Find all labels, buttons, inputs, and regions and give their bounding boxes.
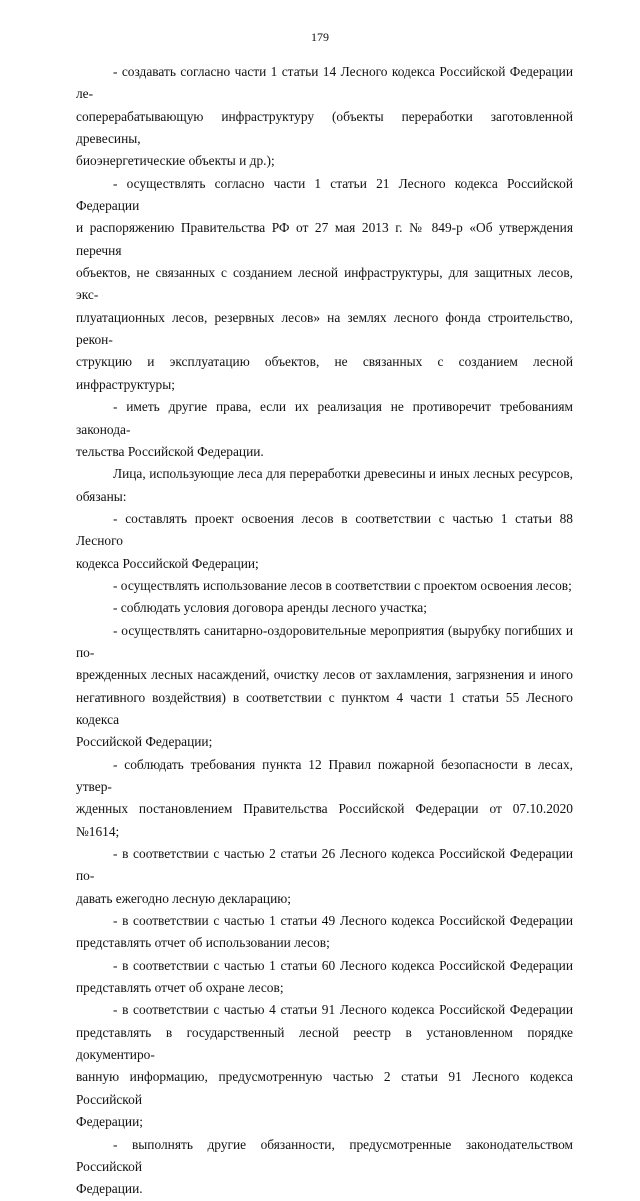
text-line: жденных постановлением Правительства Российской Федерации от 07.10.2020 №1614;: [76, 801, 573, 839]
paragraph: [76, 843, 573, 910]
text-line: давать ежегодно лесную декларацию;: [76, 890, 291, 906]
text-line: тельства Российской Федерации.: [76, 443, 264, 459]
text-line: представлять отчет об использовании лесов;: [76, 935, 330, 951]
text-line: - иметь другие права, если их реализация не противоречит требованиям законода-: [76, 399, 573, 437]
text-line: представлять отчет об охране лесов;: [76, 980, 284, 996]
text-line: ванную информацию, предусмотренную частью 2 статьи 91 Лесного кодекса Российской: [76, 1069, 573, 1107]
paragraph: [76, 754, 573, 843]
text-line: плуатационных лесов, резервных лесов» на землях лесного фонда строительство, рекон-: [76, 309, 573, 348]
text-line: и распоряжению Правительства РФ от 27 мая 2013 г. № 849-р «Об утверждения перечня: [76, 220, 573, 258]
text-line: объектов, не связанных с созданием лесной инфраструктуры, для защитных лесов, экс-: [76, 265, 573, 303]
text-line: - соблюдать требования пункта 12 Правил пожарной безопасности в лесах, утвер-: [76, 756, 573, 794]
paragraph: [76, 575, 573, 597]
text-line: Федерации.: [76, 1181, 143, 1197]
text-line: - соблюдать условия договора аренды лесного участка;: [113, 600, 427, 616]
text-line: обязаны:: [76, 488, 127, 504]
paragraph: [76, 508, 573, 575]
text-line: - осуществлять согласно части 1 статьи 21 Лесного кодекса Российской Федерации: [76, 175, 573, 214]
paragraph: [76, 620, 573, 754]
text-line: - создавать согласно части 1 статьи 14 Лесного кодекса Российской Федерации ле-: [76, 64, 573, 102]
text-line: Федерации;: [76, 1114, 143, 1130]
paragraph: [76, 597, 573, 619]
document-body: [76, 61, 573, 1201]
text-line: - в соответствии с частью 1 статьи 49 Лесного кодекса Российской Федерации: [113, 913, 573, 929]
text-line: - в соответствии с частью 1 статьи 60 Лесного кодекса Российской Федерации: [113, 957, 573, 973]
paragraph: [76, 1134, 573, 1201]
paragraph: [76, 910, 573, 955]
paragraph: [76, 61, 573, 173]
text-line: кодекса Российской Федерации;: [76, 555, 259, 571]
text-line: представлять в государственный лесной реестр в установленном порядке документиро-: [76, 1024, 573, 1063]
paragraph: [76, 955, 573, 1000]
text-line: - осуществлять использование лесов в соответствии с проектом освоения лесов;: [113, 577, 572, 593]
text-line: Лица, использующие леса для переработки древесины и иных лесных ресурсов,: [113, 466, 573, 482]
text-line: врежденных лесных насаждений, очистку лесов от захламления, загрязнения и иного: [76, 667, 573, 683]
paragraph: [76, 999, 573, 1133]
paragraph: [76, 463, 573, 508]
text-line: Российской Федерации;: [76, 734, 213, 750]
text-line: - составлять проект освоения лесов в соответствии с частью 1 статьи 88 Лесного: [76, 510, 573, 549]
text-line: - в соответствии с частью 2 статьи 26 Лесного кодекса Российской Федерации по-: [76, 846, 573, 884]
paragraph: [76, 396, 573, 463]
text-line: соперерабатывающую инфраструктуру (объекты переработки заготовленной древесины,: [76, 108, 573, 147]
text-line: - осуществлять санитарно-оздоровительные мероприятия (вырубку погибших и по-: [76, 622, 573, 660]
paragraph: [76, 173, 573, 396]
text-line: струкцию и эксплуатацию объектов, не связанных с созданием лесной инфраструктуры;: [76, 354, 573, 392]
text-line: негативного воздействия) в соответствии с пунктом 4 части 1 статьи 55 Лесного кодекса: [76, 689, 573, 727]
text-line: - в соответствии с частью 4 статьи 91 Лесного кодекса Российской Федерации: [113, 1002, 573, 1018]
text-line: биоэнергетические объекты и др.);: [76, 153, 275, 169]
page-number: 179: [311, 30, 329, 44]
text-line: - выполнять другие обязанности, предусмотренные законодательством Российской: [76, 1136, 573, 1174]
